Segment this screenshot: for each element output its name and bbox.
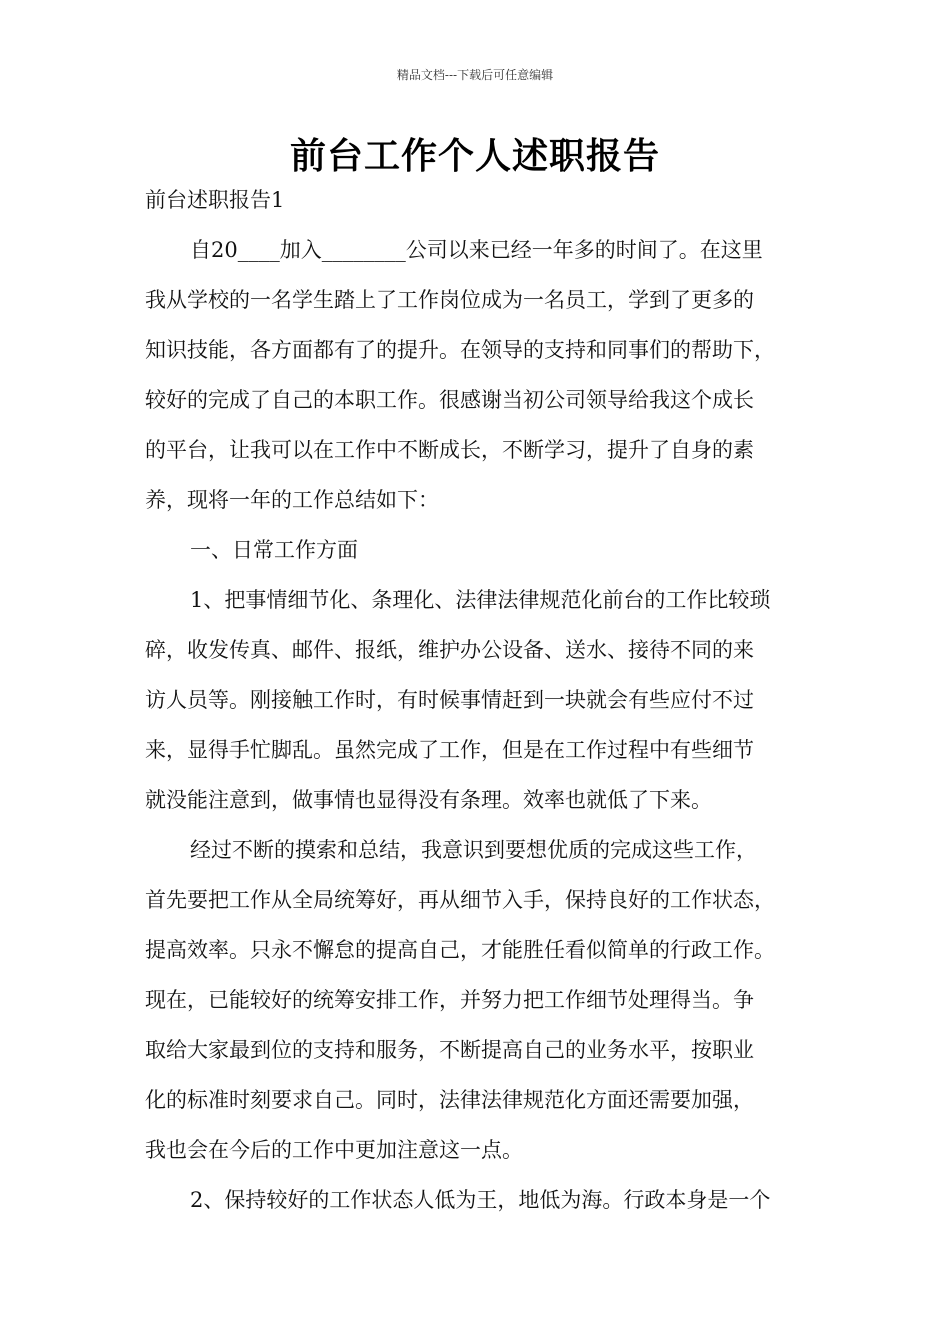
paragraph-line: 1、把事情细节化、条理化、法律法律规范化前台的工作比较琐 [190,588,771,612]
paragraph-line: 来，显得手忙脚乱。虽然完成了工作，但是在工作过程中有些细节 [145,738,754,762]
paragraph-line: 我也会在今后的工作中更加注意这一点。 [145,1138,523,1162]
section-subtitle: 前台述职报告1 [145,188,285,212]
paragraph-line: 现在，已能较好的统筹安排工作，并努力把工作细节处理得当。争 [145,988,754,1012]
paragraph-line: 2、保持较好的工作状态人低为王，地低为海。行政本身是一个 [190,1188,771,1212]
paragraph-line: 较好的完成了自己的本职工作。很感谢当初公司领导给我这个成长 [145,388,754,412]
paragraph-line: 就没能注意到，做事情也显得没有条理。效率也就低了下来。 [145,788,712,812]
paragraph-line: 取给大家最到位的支持和服务，不断提高自己的业务水平，按职业 [145,1038,754,1062]
paragraph-line: 首先要把工作从全局统筹好，再从细节入手，保持良好的工作状态， [145,888,775,912]
paragraph-line: 我从学校的一名学生踏上了工作岗位成为一名员工，学到了更多的 [145,288,754,312]
paragraph-line: 碎，收发传真、邮件、报纸，维护办公设备、送水、接待不同的来 [145,638,754,662]
header-note: 精品文档---下载后可任意编辑 [396,68,554,82]
paragraph-line: 自20____加入________公司以来已经一年多的时间了。在这里 [190,238,763,262]
paragraph-line: 养，现将一年的工作总结如下： [145,488,439,512]
paragraph-line: 经过不断的摸索和总结，我意识到要想优质的完成这些工作， [190,838,757,862]
document-title: 前台工作个人述职报告 [289,135,660,177]
section-heading: 一、日常工作方面 [190,538,358,562]
paragraph-line: 访人员等。刚接触工作时，有时候事情赶到一块就会有些应付不过 [145,688,754,712]
paragraph-line: 知识技能，各方面都有了的提升。在领导的支持和同事们的帮助下， [145,338,775,362]
paragraph-line: 提高效率。只永不懈怠的提高自己，才能胜任看似简单的行政工作。 [145,938,775,962]
paragraph-line: 化的标准时刻要求自己。同时，法律法律规范化方面还需要加强， [145,1088,754,1112]
paragraph-line: 的平台，让我可以在工作中不断成长，不断学习，提升了自身的素 [145,438,754,462]
